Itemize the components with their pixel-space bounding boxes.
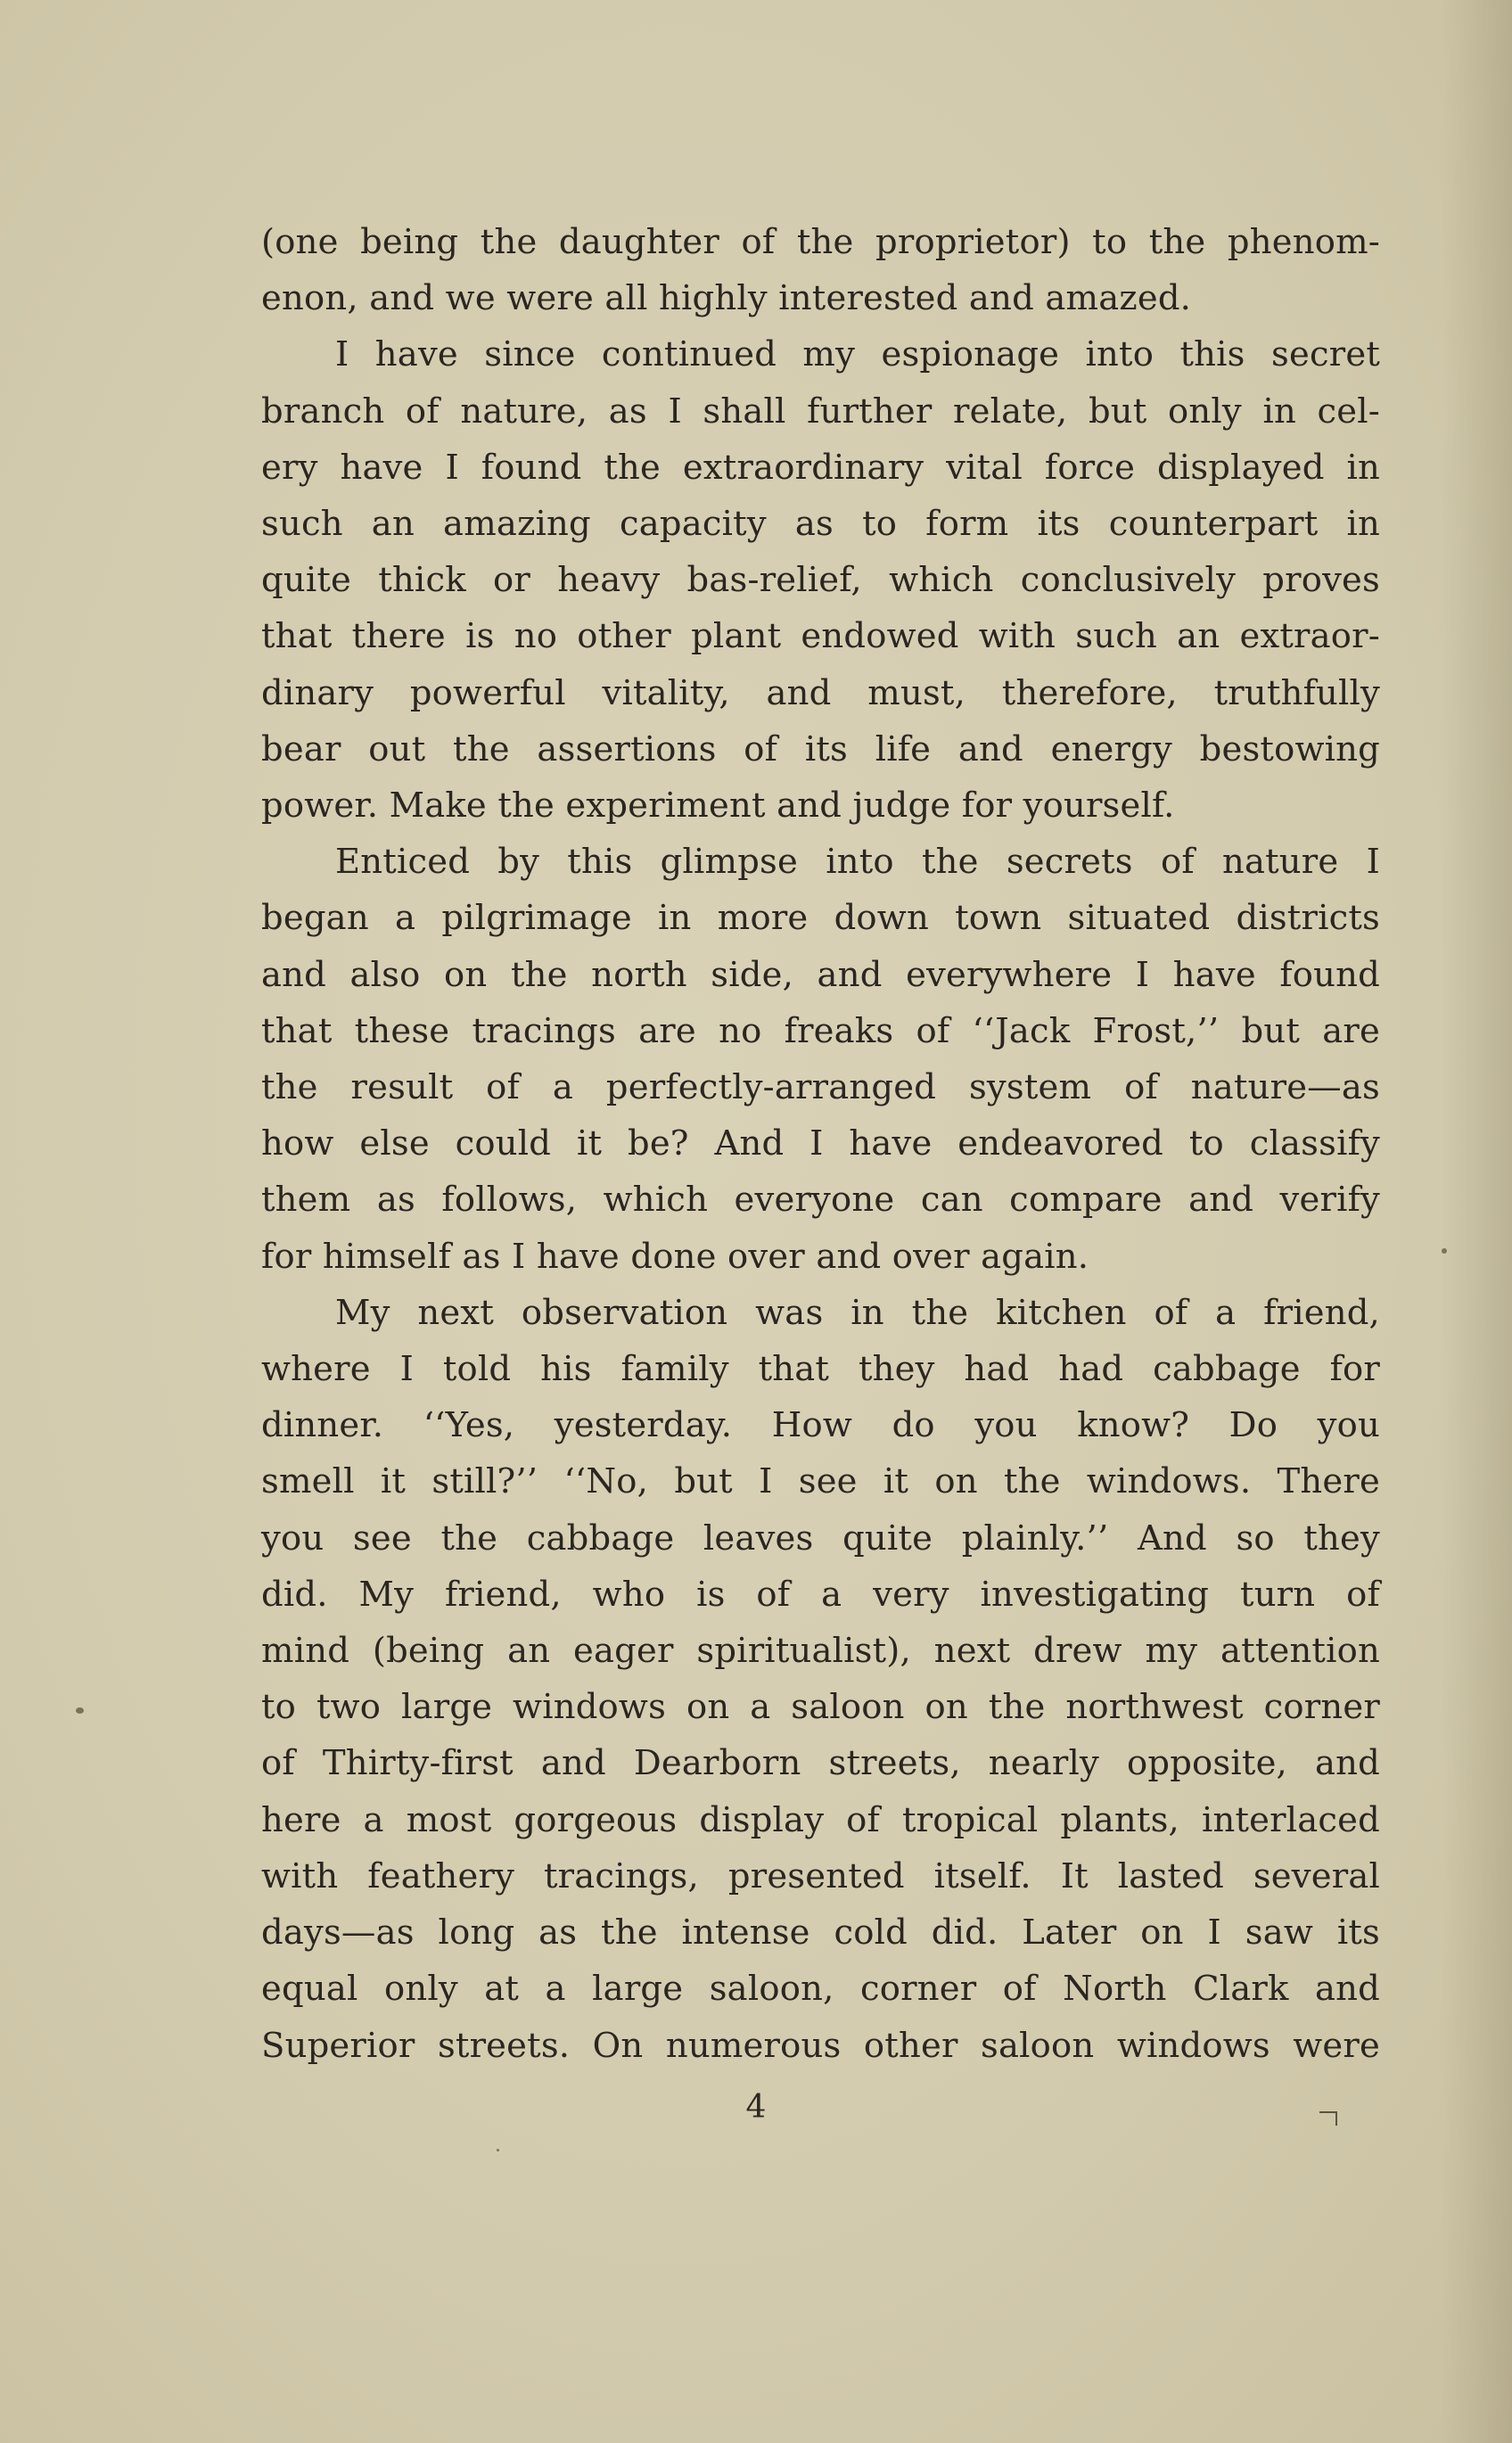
text-line: such an amazing capacity as to form its counterpart in [261,504,1380,545]
paper-speck [76,1707,84,1714]
text-line: Enticed by this glimpse into the secrets of nature I [335,842,1380,883]
text-line: that there is no other plant endowed with such an extraor- [261,616,1380,657]
text-line: mind (being an eager spiritualist), next drew my attention [261,1631,1380,1672]
text-line: (one being the daughter of the proprietor) to the phenom- [261,222,1380,262]
text-line: branch of nature, as I shall further relate, but only in cel- [261,391,1380,432]
page-number: 4 [745,2089,767,2126]
text-line: Superior streets. On numerous other saloon windows were [261,2025,1380,2066]
paragraph [261,214,1380,326]
text-line: quite thick or heavy bas-relief, which conclusively proves [261,560,1380,601]
text-line: did. My friend, who is of a very investigating turn of [261,1574,1380,1615]
text-line: power. Make the experiment and judge for yourself. [261,786,1175,827]
text-line: them as follows, which everyone can compare and verify [261,1180,1380,1221]
text-line: the result of a perfectly-arranged system of nature—as [261,1067,1380,1108]
text-line: you see the cabbage leaves quite plainly.’’ And so they [261,1518,1380,1559]
paragraph [261,834,1380,1285]
text-line: of Thirty-first and Dearborn streets, nearly opposite, and [261,1743,1380,1784]
text-line: where I told his family that they had had cabbage for [261,1349,1380,1390]
paper-speck [1442,1248,1447,1254]
paper-speck [497,2149,499,2151]
text-line: enon, and we were all highly interested and amazed. [261,278,1192,319]
text-line: that these tracings are no freaks of ‘‘Jack Frost,’’ but are [261,1010,1380,1051]
text-line: My next observation was in the kitchen of a friend, [335,1292,1380,1333]
text-line: bear out the assertions of its life and energy bestowing [261,728,1380,769]
text-line: days—as long as the intense cold did. Later on I saw its [261,1912,1380,1954]
text-line: for himself as I have done over and over again. [261,1236,1089,1277]
text-line: began a pilgrimage in more down town situated districts [261,898,1380,939]
text-line: and also on the north side, and everywhere I have found [261,954,1380,995]
text-line: dinary powerful vitality, and must, therefore, truthfully [261,672,1380,713]
printer-mark [1319,2111,1337,2126]
paragraph [261,1285,1380,2074]
body-text [261,214,1380,2074]
paragraph [261,326,1380,834]
text-line: smell it still?’’ ‘‘No, but I see it on the windows. There [261,1461,1380,1502]
text-line: here a most gorgeous display of tropical plants, interlaced [261,1799,1380,1840]
text-line: with feathery tracings, presented itself. It lasted several [261,1855,1380,1896]
text-line: equal only at a large saloon, corner of North Clark and [261,1969,1380,2010]
text-line: how else could it be? And I have endeavored to classify [261,1123,1380,1164]
text-line: ery have I found the extraordinary vital force displayed in [261,447,1380,488]
text-line: dinner. ‘‘Yes, yesterday. How do you know? Do you [261,1405,1380,1446]
text-line: to two large windows on a saloon on the northwest corner [261,1687,1380,1728]
text-line: I have since continued my espionage into this secret [335,334,1380,375]
